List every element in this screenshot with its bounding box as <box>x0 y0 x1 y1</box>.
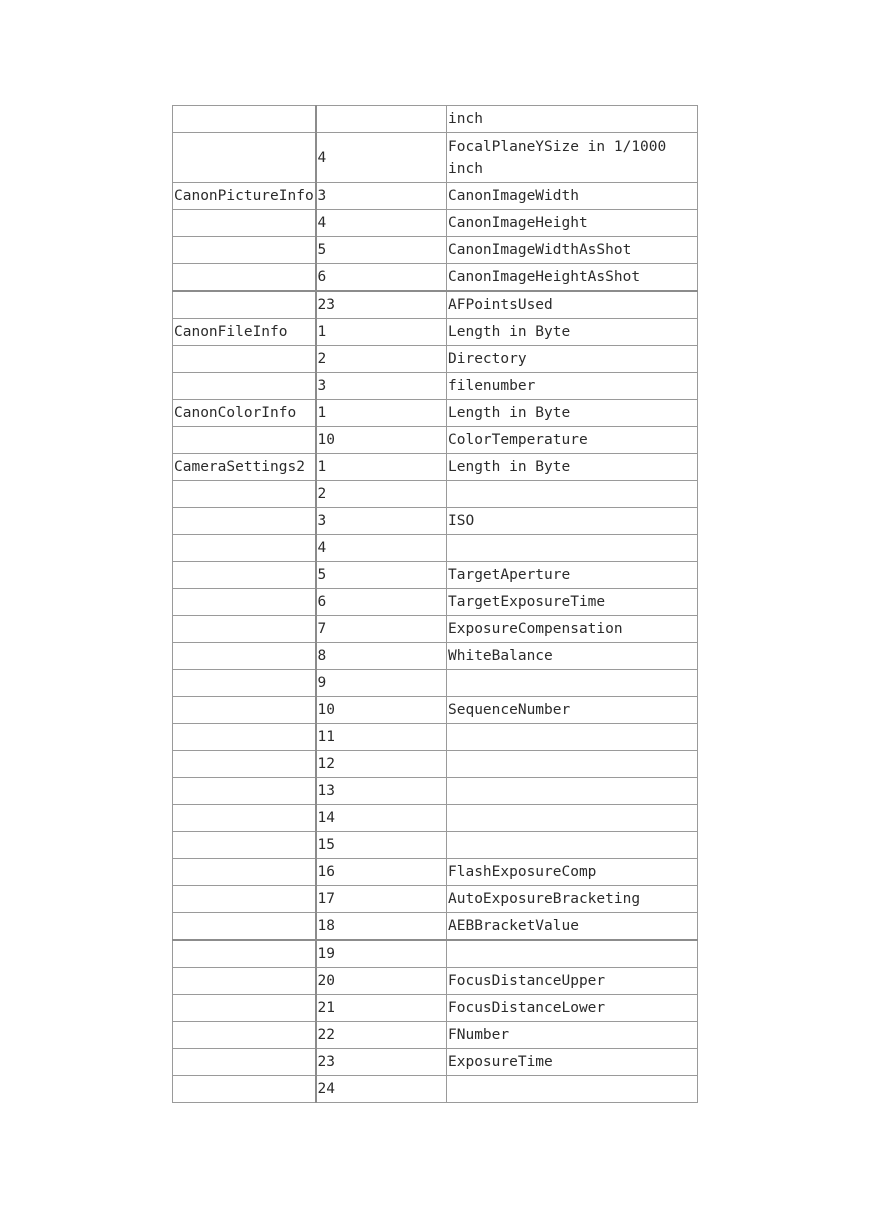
group-cell <box>173 264 316 292</box>
index-cell: 14 <box>316 805 447 832</box>
description-cell: AEBBracketValue <box>447 913 698 941</box>
table-row <box>173 778 698 805</box>
description-cell: AutoExposureBracketing <box>447 886 698 913</box>
table-row <box>173 508 698 535</box>
description-cell: inch <box>447 106 698 133</box>
table-row <box>173 346 698 373</box>
group-cell <box>173 968 316 995</box>
description-cell: ExposureCompensation <box>447 616 698 643</box>
index-cell: 22 <box>316 1022 447 1049</box>
group-cell <box>173 778 316 805</box>
index-cell: 17 <box>316 886 447 913</box>
description-cell: FNumber <box>447 1022 698 1049</box>
index-cell: 4 <box>316 535 447 562</box>
description-cell: ISO <box>447 508 698 535</box>
canon-tag-table <box>172 105 698 1103</box>
group-cell <box>173 291 316 319</box>
index-cell: 15 <box>316 832 447 859</box>
table-row <box>173 535 698 562</box>
index-cell: 1 <box>316 400 447 427</box>
group-cell <box>173 535 316 562</box>
description-cell <box>447 832 698 859</box>
description-cell <box>447 535 698 562</box>
group-cell <box>173 832 316 859</box>
index-cell: 3 <box>316 508 447 535</box>
table-row <box>173 562 698 589</box>
group-cell <box>173 1022 316 1049</box>
table-row <box>173 264 698 292</box>
table-row <box>173 291 698 319</box>
index-cell: 1 <box>316 454 447 481</box>
table-row <box>173 913 698 941</box>
index-cell: 20 <box>316 968 447 995</box>
description-cell <box>447 670 698 697</box>
group-cell <box>173 724 316 751</box>
group-cell <box>173 237 316 264</box>
table-row <box>173 454 698 481</box>
index-cell: 11 <box>316 724 447 751</box>
group-cell <box>173 643 316 670</box>
group-cell <box>173 133 316 183</box>
table-row <box>173 589 698 616</box>
group-cell <box>173 589 316 616</box>
table-row <box>173 968 698 995</box>
table-row <box>173 210 698 237</box>
description-cell <box>447 1076 698 1103</box>
table-row <box>173 481 698 508</box>
index-cell: 18 <box>316 913 447 941</box>
table-body <box>173 106 698 1103</box>
description-cell: CanonImageWidth <box>447 183 698 210</box>
table-row <box>173 427 698 454</box>
table-row <box>173 832 698 859</box>
group-cell <box>173 508 316 535</box>
group-cell <box>173 940 316 968</box>
description-cell: ColorTemperature <box>447 427 698 454</box>
table-row <box>173 697 698 724</box>
group-cell <box>173 210 316 237</box>
group-cell <box>173 346 316 373</box>
table-row <box>173 373 698 400</box>
table-row <box>173 237 698 264</box>
group-cell <box>173 995 316 1022</box>
description-cell: FlashExposureComp <box>447 859 698 886</box>
table-row <box>173 133 698 183</box>
index-cell: 10 <box>316 427 447 454</box>
group-cell <box>173 1049 316 1076</box>
index-cell <box>316 106 447 133</box>
description-cell: TargetAperture <box>447 562 698 589</box>
group-cell <box>173 481 316 508</box>
group-cell <box>173 562 316 589</box>
group-cell: CanonPictureInfo <box>173 183 316 210</box>
index-cell: 5 <box>316 562 447 589</box>
table-row <box>173 400 698 427</box>
group-cell <box>173 670 316 697</box>
index-cell: 5 <box>316 237 447 264</box>
description-cell: Length in Byte <box>447 400 698 427</box>
description-cell: CanonImageHeight <box>447 210 698 237</box>
table-row <box>173 319 698 346</box>
table-row <box>173 724 698 751</box>
description-cell <box>447 751 698 778</box>
table-row <box>173 183 698 210</box>
description-cell: FocalPlaneYSize in 1/1000 inch <box>447 133 698 183</box>
table-row <box>173 1076 698 1103</box>
description-cell: FocusDistanceLower <box>447 995 698 1022</box>
description-cell <box>447 940 698 968</box>
description-cell: Length in Byte <box>447 454 698 481</box>
table-row <box>173 805 698 832</box>
group-cell <box>173 427 316 454</box>
description-cell: TargetExposureTime <box>447 589 698 616</box>
table-row <box>173 670 698 697</box>
group-cell <box>173 697 316 724</box>
index-cell: 23 <box>316 1049 447 1076</box>
description-cell <box>447 778 698 805</box>
index-cell: 23 <box>316 291 447 319</box>
index-cell: 6 <box>316 264 447 292</box>
group-cell <box>173 886 316 913</box>
description-cell: filenumber <box>447 373 698 400</box>
table-row <box>173 886 698 913</box>
index-cell: 9 <box>316 670 447 697</box>
index-cell: 10 <box>316 697 447 724</box>
index-cell: 19 <box>316 940 447 968</box>
group-cell: CameraSettings2 <box>173 454 316 481</box>
table-row <box>173 643 698 670</box>
index-cell: 16 <box>316 859 447 886</box>
table-row <box>173 1049 698 1076</box>
group-cell <box>173 106 316 133</box>
index-cell: 2 <box>316 481 447 508</box>
description-cell: Directory <box>447 346 698 373</box>
index-cell: 2 <box>316 346 447 373</box>
index-cell: 21 <box>316 995 447 1022</box>
group-cell <box>173 616 316 643</box>
table-row <box>173 106 698 133</box>
table-row <box>173 1022 698 1049</box>
description-cell: SequenceNumber <box>447 697 698 724</box>
index-cell: 13 <box>316 778 447 805</box>
description-cell: CanonImageWidthAsShot <box>447 237 698 264</box>
group-cell: CanonColorInfo <box>173 400 316 427</box>
group-cell <box>173 913 316 941</box>
group-cell <box>173 805 316 832</box>
index-cell: 24 <box>316 1076 447 1103</box>
group-cell: CanonFileInfo <box>173 319 316 346</box>
index-cell: 12 <box>316 751 447 778</box>
table-row <box>173 940 698 968</box>
description-cell: AFPointsUsed <box>447 291 698 319</box>
description-cell <box>447 805 698 832</box>
table-row <box>173 859 698 886</box>
description-cell: FocusDistanceUpper <box>447 968 698 995</box>
index-cell: 4 <box>316 210 447 237</box>
group-cell <box>173 1076 316 1103</box>
description-cell: WhiteBalance <box>447 643 698 670</box>
description-cell <box>447 724 698 751</box>
description-cell: CanonImageHeightAsShot <box>447 264 698 292</box>
table-row <box>173 751 698 778</box>
index-cell: 4 <box>316 133 447 183</box>
description-cell: ExposureTime <box>447 1049 698 1076</box>
index-cell: 1 <box>316 319 447 346</box>
index-cell: 6 <box>316 589 447 616</box>
description-cell <box>447 481 698 508</box>
table-row <box>173 616 698 643</box>
group-cell <box>173 373 316 400</box>
description-cell: Length in Byte <box>447 319 698 346</box>
index-cell: 7 <box>316 616 447 643</box>
index-cell: 3 <box>316 183 447 210</box>
index-cell: 8 <box>316 643 447 670</box>
group-cell <box>173 859 316 886</box>
table-row <box>173 995 698 1022</box>
index-cell: 3 <box>316 373 447 400</box>
group-cell <box>173 751 316 778</box>
